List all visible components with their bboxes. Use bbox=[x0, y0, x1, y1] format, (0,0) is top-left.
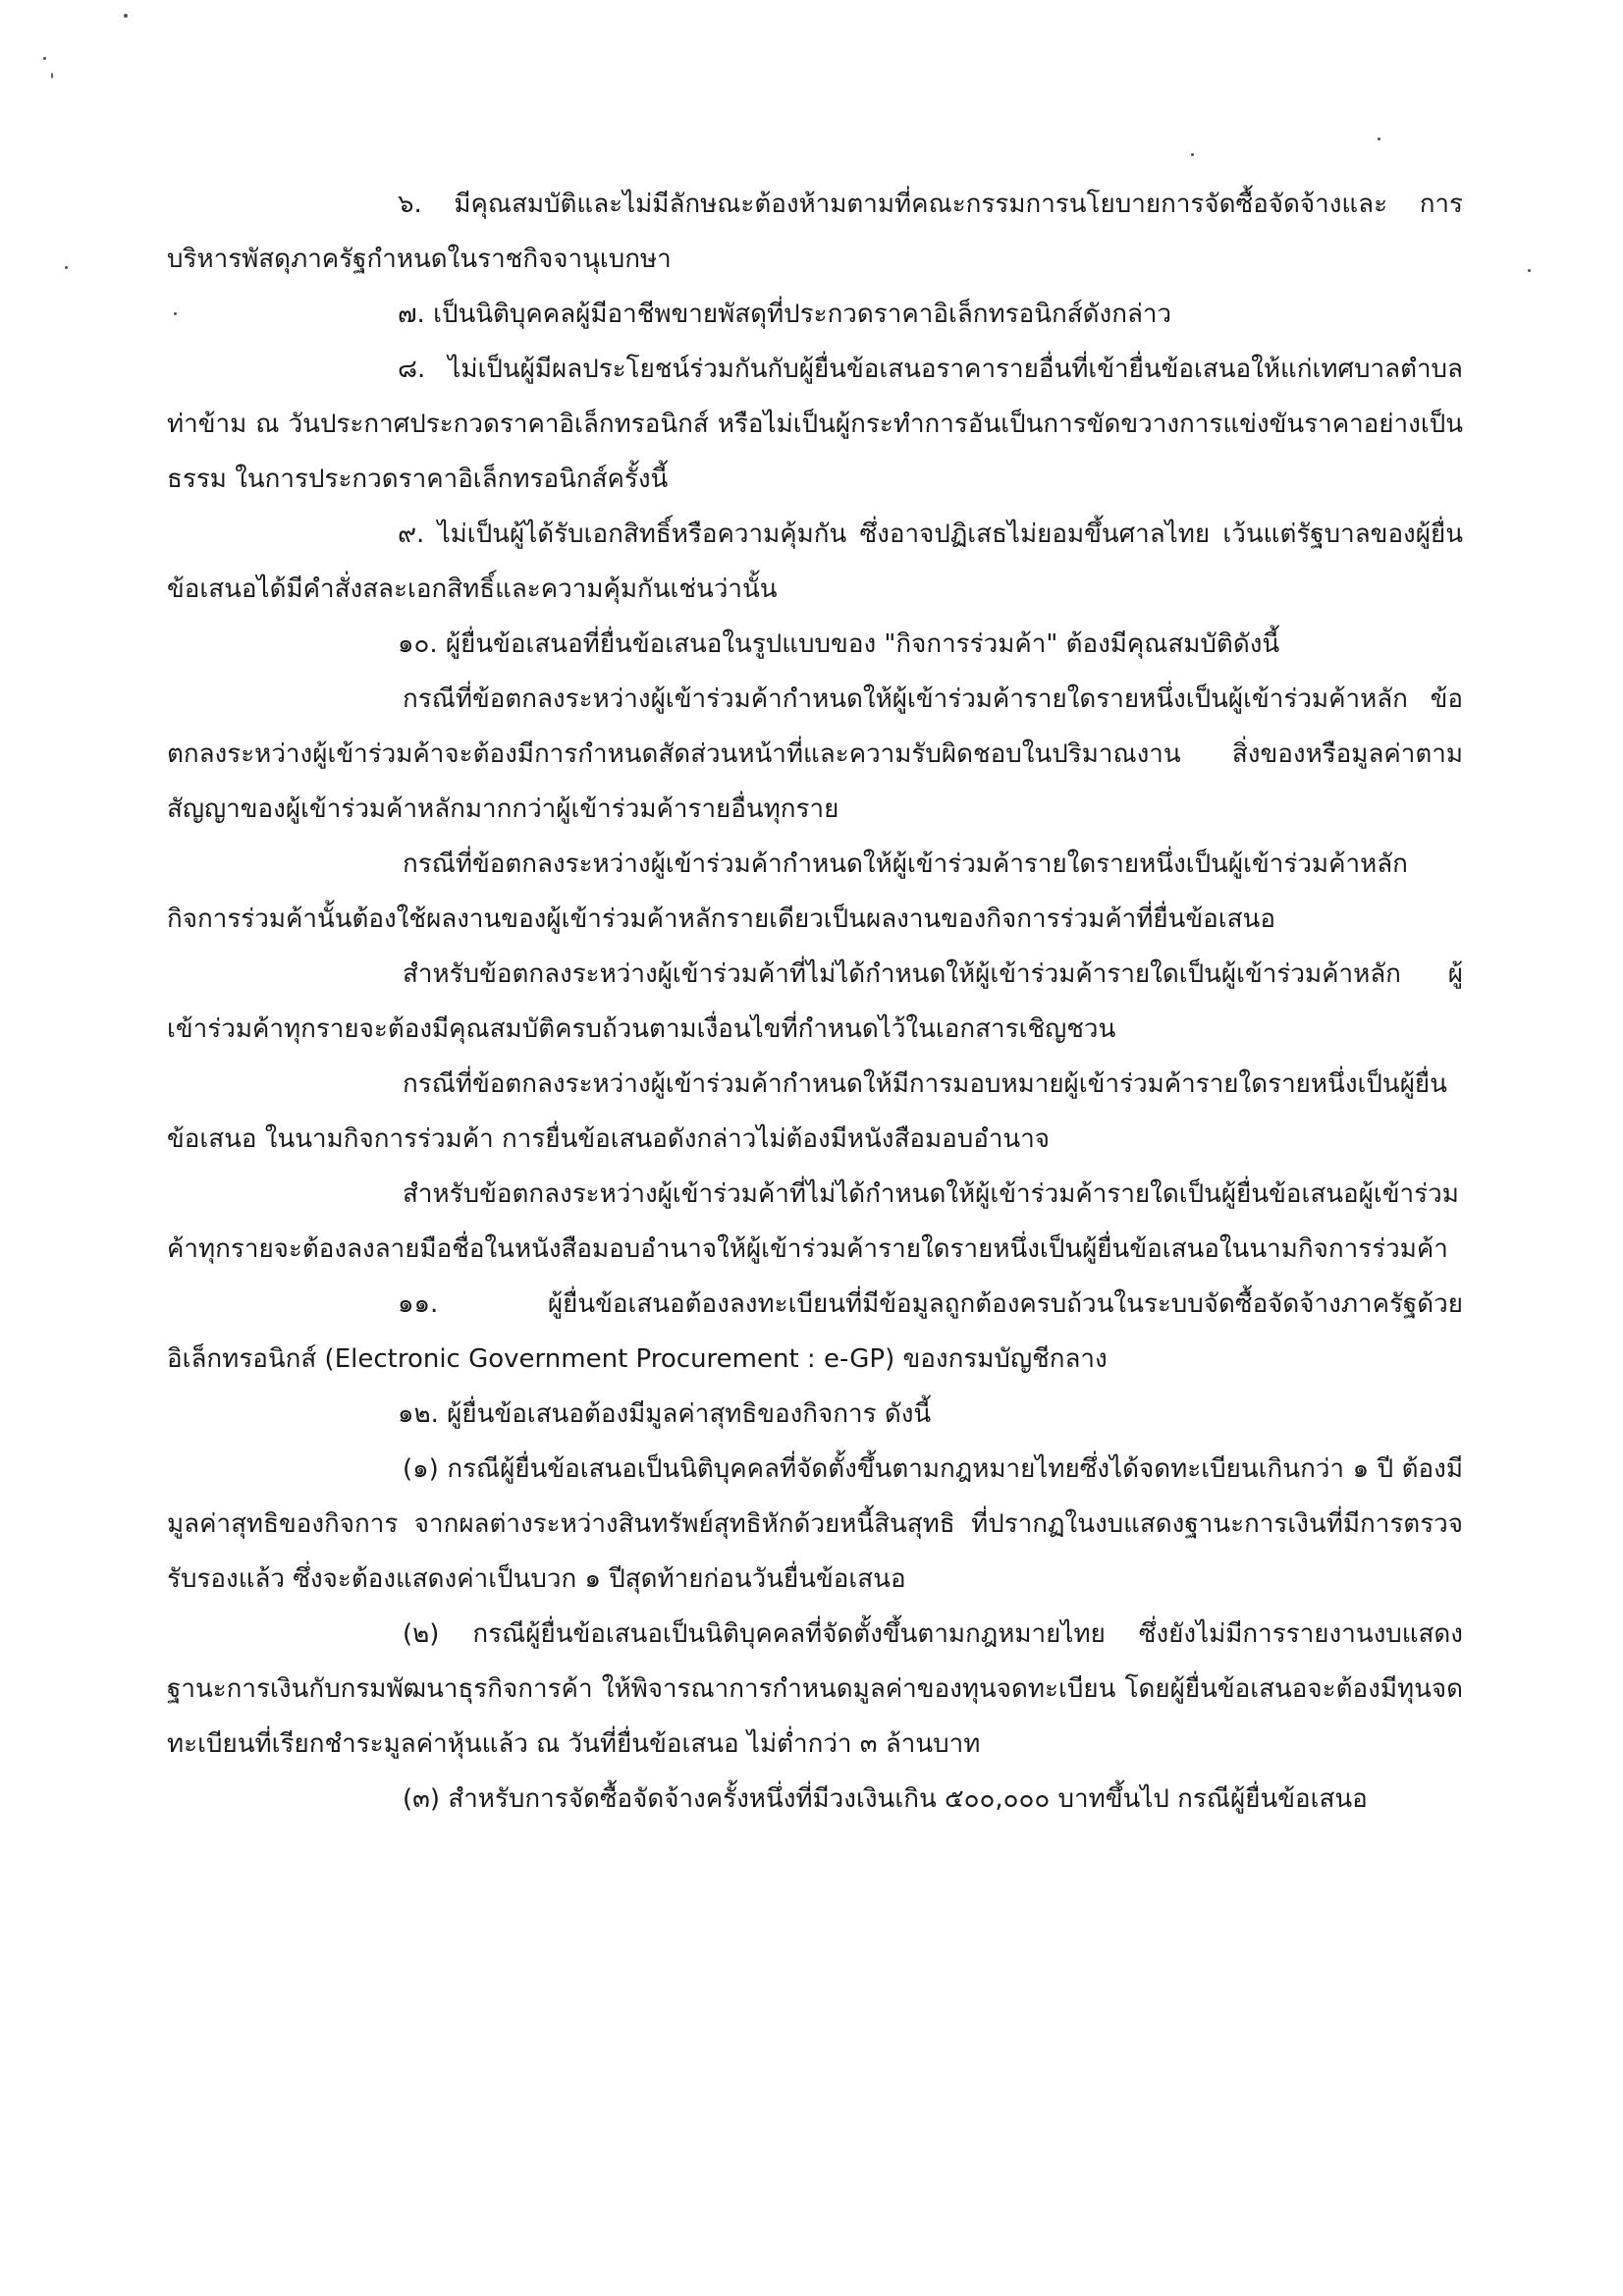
scan-speck bbox=[1191, 153, 1194, 156]
clause-10-sub-3: สำหรับข้อตกลงระหว่างผู้เข้าร่วมค้าที่ไม่ได้กำหนดให้ผู้เข้าร่วมค้ารายใดเป็นผู้เข้าร่วมค้าหลัก ผู้เข้าร่วมค้าทุกรายจะต้องมีคุณสมบัติครบถ้วนตามเงื่อนไขที่กำหนดไว้ในเอกสารเชิญชวน bbox=[167, 959, 1463, 1044]
scan-speck bbox=[124, 14, 128, 18]
clause-6: ๖. มีคุณสมบัติและไม่มีลักษณะต้องห้ามตามที่คณะกรรมการนโยบายการจัดซื้อจัดจ้างและ การบริหารพัสดุภาครัฐกำหนดในราชกิจจานุเบกษา bbox=[167, 190, 1463, 274]
clause-12-item-1: (๑) กรณีผู้ยื่นข้อเสนอเป็นนิติบุคคลที่จัดตั้งขึ้นตามกฎหมายไทยซึ่งได้จดทะเบียนเกินกว่า ๑ ปี ต้องมีมูลค่าสุทธิของกิจการ จากผลต่างระหว่างสินทรัพย์สุทธิหักด้วยหนี้สินสุทธิ ที่ปรากฏในงบแสดงฐานะการเงินที่มีการตรวจรับรองแล้ว ซึ่งจะต้องแสดงค่าเป็นบวก ๑ ปีสุดท้ายก่อนวันยื่นข้อเสนอ bbox=[167, 1454, 1463, 1594]
clause-12-item-3: (๓) สำหรับการจัดซื้อจัดจ้างครั้งหนึ่งที่มีวงเงินเกิน ๕๐๐,๐๐๐ บาทขึ้นไป กรณีผู้ยื่นข้อเสนอ bbox=[403, 1784, 1368, 1814]
scan-speck bbox=[43, 57, 46, 60]
clause-10-sub-4: กรณีที่ข้อตกลงระหว่างผู้เข้าร่วมค้ากำหนดให้มีการมอบหมายผู้เข้าร่วมค้ารายใดรายหนึ่งเป็นผู้ยื่นข้อเสนอ ในนามกิจการร่วมค้า การยื่นข้อเสนอดังกล่าวไม่ต้องมีหนังสือมอบอำนาจ bbox=[167, 1069, 1447, 1154]
clause-12-item-2: (๒) กรณีผู้ยื่นข้อเสนอเป็นนิติบุคคลที่จัดตั้งขึ้นตามกฎหมายไทย ซึ่งยังไม่มีการรายงานงบแสดงฐานะการเงินกับกรมพัฒนาธุรกิจการค้า ให้พิจารณาการกำหนดมูลค่าของทุนจดทะเบียน โดยผู้ยื่นข้อเสนอจะต้องมีทุนจดทะเบียนที่เรียกชำระมูลค่าหุ้นแล้ว ณ วันที่ยื่นข้อเสนอ ไม่ต่ำกว่า ๓ ล้านบาท bbox=[167, 1619, 1463, 1759]
clause-10-sub-5: สำหรับข้อตกลงระหว่างผู้เข้าร่วมค้าที่ไม่ได้กำหนดให้ผู้เข้าร่วมค้ารายใดเป็นผู้ยื่นข้อเสนอผู้เข้าร่วมค้าทุกรายจะต้องลงลายมือชื่อในหนังสือมอบอำนาจให้ผู้เข้าร่วมค้ารายใดรายหนึ่งเป็นผู้ยื่นข้อเสนอในนามกิจการร่วมค้า bbox=[167, 1179, 1459, 1264]
clause-7: ๗. เป็นนิติบุคคลผู้มีอาชีพขายพัสดุที่ประกวดราคาอิเล็กทรอนิกส์ดังกล่าว bbox=[398, 300, 1172, 329]
clause-10: ๑๐. ผู้ยื่นข้อเสนอที่ยื่นข้อเสนอในรูปแบบของ "กิจการร่วมค้า" ต้องมีคุณสมบัติดังนี้ bbox=[398, 629, 1280, 659]
clause-10-sub-1: กรณีที่ข้อตกลงระหว่างผู้เข้าร่วมค้ากำหนดให้ผู้เข้าร่วมค้ารายใดรายหนึ่งเป็นผู้เข้าร่วมค้าหลัก ข้อตกลงระหว่างผู้เข้าร่วมค้าจะต้องมีการกำหนดสัดส่วนหน้าที่และความรับผิดชอบในปริมาณงาน สิ่งของหรือมูลค่าตามสัญญาของผู้เข้าร่วมค้าหลักมากกว่าผู้เข้าร่วมค้ารายอื่นทุกราย bbox=[167, 684, 1463, 824]
clause-9: ๙. ไม่เป็นผู้ได้รับเอกสิทธิ์หรือความคุ้มกัน ซึ่งอาจปฏิเสธไม่ยอมขึ้นศาลไทย เว้นแต่รัฐบาลของผู้ยื่นข้อเสนอได้มีคำสั่งสละเอกสิทธิ์และความคุ้มกันเช่นว่านั้น bbox=[167, 519, 1463, 604]
scan-speck bbox=[1528, 269, 1531, 272]
clause-10-sub-2: กรณีที่ข้อตกลงระหว่างผู้เข้าร่วมค้ากำหนดให้ผู้เข้าร่วมค้ารายใดรายหนึ่งเป็นผู้เข้าร่วมค้าหลัก กิจการร่วมค้านั้นต้องใช้ผลงานของผู้เข้าร่วมค้าหลักรายเดียวเป็นผลงานของกิจการร่วมค้าที่ยื่นข้อเสนอ bbox=[167, 849, 1408, 934]
document-body bbox=[167, 177, 1463, 1827]
clause-8: ๘. ไม่เป็นผู้มีผลประโยชน์ร่วมกันกับผู้ยื่นข้อเสนอราคารายอื่นที่เข้ายื่นข้อเสนอให้แก่เทศบาลตำบลท่าข้าม ณ วันประกาศประกวดราคาอิเล็กทรอนิกส์ หรือไม่เป็นผู้กระทำการอันเป็นการขัดขวางการแข่งขันราคาอย่างเป็นธรรม ในการประกวดราคาอิเล็กทรอนิกส์ครั้งนี้ bbox=[167, 355, 1463, 494]
clause-11: ๑๑. ผู้ยื่นข้อเสนอต้องลงทะเบียนที่มีข้อมูลถูกต้องครบถ้วนในระบบจัดซื้อจัดจ้างภาครัฐด้วยอิเล็กทรอนิกส์ (Electronic Government Procurement : e-GP) ของกรมบัญชีกลาง bbox=[167, 1289, 1463, 1374]
scan-speck bbox=[65, 266, 68, 269]
clause-12: ๑๒. ผู้ยื่นข้อเสนอต้องมีมูลค่าสุทธิของกิจการ ดังนี้ bbox=[398, 1399, 932, 1429]
scan-speck bbox=[1378, 137, 1380, 140]
scan-speck bbox=[51, 73, 53, 79]
